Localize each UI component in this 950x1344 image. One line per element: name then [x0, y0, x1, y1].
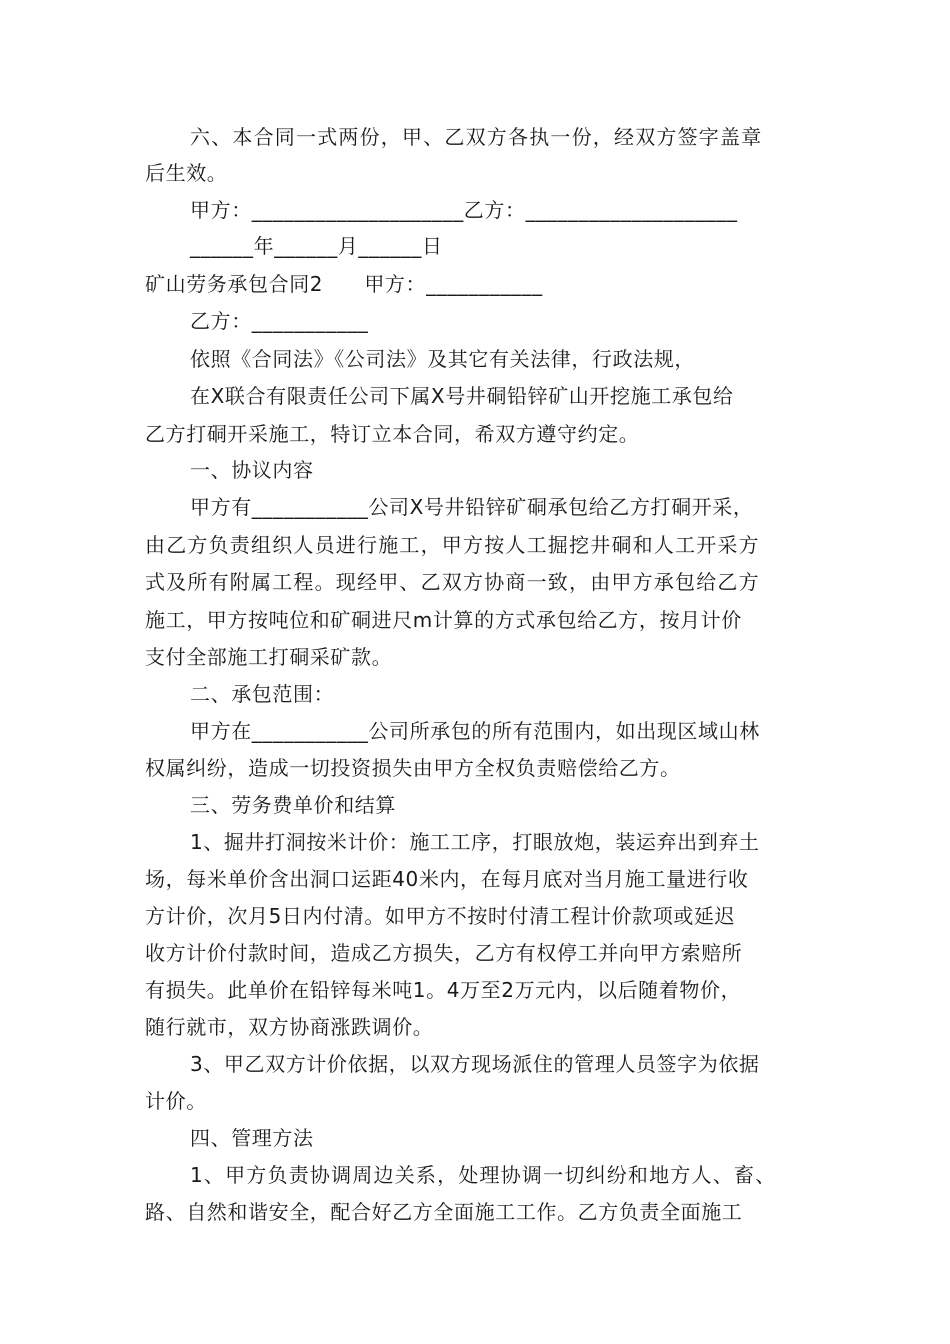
paragraph-line: 式及所有附属工程。现经甲、乙双方协商一致，由甲方承包给乙方 — [145, 570, 760, 594]
paragraph-line: 施工，甲方按吨位和矿硐进尺m计算的方式承包给乙方，按月计价 — [145, 608, 742, 632]
paragraph-line: 依照《合同法》《公司法》及其它有关法律，行政法规， — [190, 347, 695, 371]
paragraph-line: 在X联合有限责任公司下属X号井硐铅锌矿山开挖施工承包给 — [190, 384, 734, 408]
paragraph-line: 3、甲乙双方计价依据，以双方现场派住的管理人员签字为依据 — [190, 1052, 760, 1076]
section-heading: 一、协议内容 — [190, 458, 314, 482]
paragraph-line: 六、本合同一式两份，甲、乙双方各执一份，经双方签字盖章 — [190, 125, 763, 149]
signature-line: 乙方：___________ — [190, 309, 369, 333]
paragraph-line: 路、自然和谐安全，配合好乙方全面施工工作。乙方负责全面施工 — [145, 1200, 743, 1224]
contract-heading: 矿山劳务承包合同2 甲方：___________ — [145, 272, 543, 296]
paragraph-line: 由乙方负责组织人员进行施工，甲方按人工掘挖井硐和人工开采方 — [145, 533, 760, 557]
paragraph-line: 随行就市，双方协商涨跌调价。 — [145, 1015, 434, 1039]
paragraph-line: 甲方在___________公司所承包的所有范围内，如出现区域山林 — [190, 719, 760, 743]
paragraph-line: 后生效。 — [145, 161, 228, 185]
signature-line: 甲方：____________________乙方：____________________ — [190, 198, 738, 222]
paragraph-line: 1、甲方负责协调周边关系，处理协调一切纠纷和地方人、畜、 — [190, 1163, 777, 1187]
paragraph-line: 权属纠纷，造成一切投资损失由甲方全权负责赔偿给乙方。 — [145, 756, 681, 780]
section-heading: 四、管理方法 — [190, 1126, 314, 1150]
paragraph-line: 场，每米单价含出洞口运距40米内，在每月底对当月施工量进行收 — [145, 867, 749, 891]
date-line: ______年______月______日 — [190, 234, 443, 258]
section-heading: 二、承包范围： — [190, 682, 335, 706]
paragraph-line: 甲方有___________公司X号井铅锌矿硐承包给乙方打硐开采， — [190, 495, 754, 519]
paragraph-line: 收方计价付款时间，造成乙方损失，乙方有权停工并向甲方索赔所 — [145, 941, 743, 965]
paragraph-line: 有损失。此单价在铅锌每米吨1。4万至2万元内，以后随着物价， — [145, 978, 742, 1002]
section-heading: 三、劳务费单价和结算 — [190, 793, 396, 817]
paragraph-line: 方计价，次月5日内付清。如甲方不按时付清工程计价款项或延迟 — [145, 904, 736, 928]
paragraph-line: 乙方打硐开采施工，特订立本合同，希双方遵守约定。 — [145, 422, 640, 446]
paragraph-line: 支付全部施工打硐采矿款。 — [145, 645, 393, 669]
paragraph-line: 计价。 — [145, 1089, 207, 1113]
paragraph-line: 1、掘井打洞按米计价：施工工序，打眼放炮，装运弃出到弃土 — [190, 830, 760, 854]
